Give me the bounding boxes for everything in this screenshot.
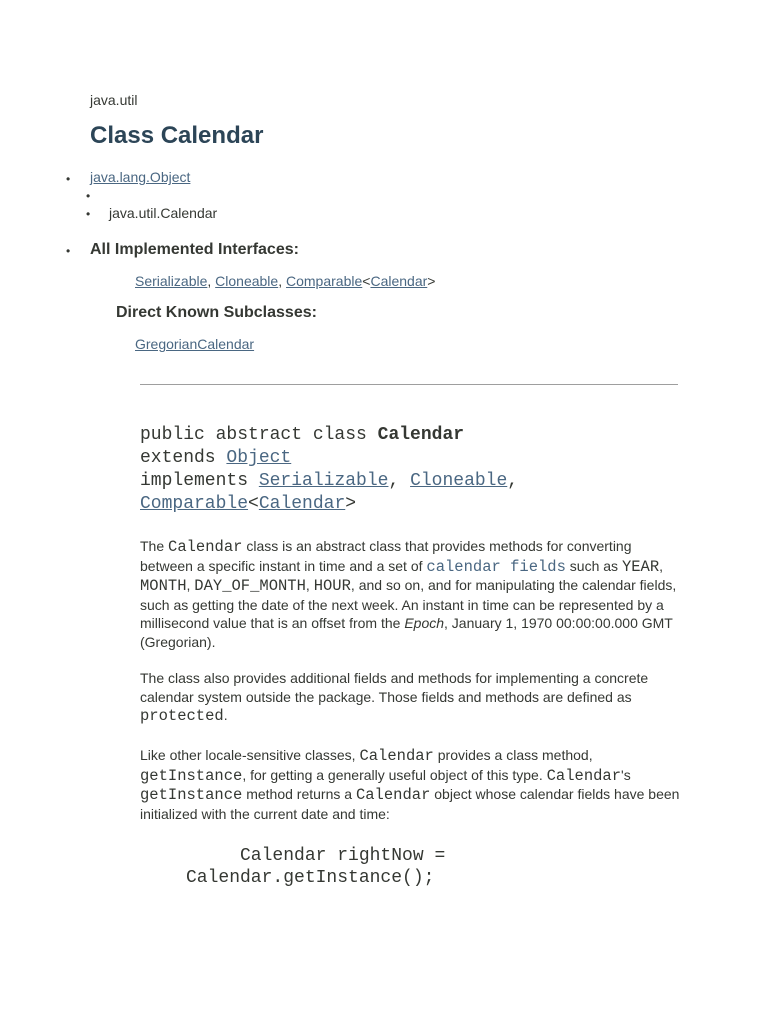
interface-link-serializable[interactable]: Serializable [135, 273, 208, 289]
inheritance-child: java.util.Calendar [109, 205, 218, 221]
bullet-icon: • [86, 207, 91, 221]
bullet-icon: • [66, 244, 71, 258]
subclasses-label: Direct Known Subclasses: [116, 304, 317, 321]
divider [140, 384, 678, 385]
extends-link[interactable]: Object [226, 448, 292, 468]
class-signature: public abstract class Calendar extends Object implements Serializable, Cloneable, Comparable<Calendar> [140, 425, 519, 514]
interfaces-label: All Implemented Interfaces: [90, 241, 299, 258]
page-title: Class Calendar [90, 122, 264, 149]
interfaces-list: Serializable, Cloneable, Comparable<Calendar> [135, 273, 436, 289]
bullet-icon: • [86, 189, 91, 203]
interface-link-comparable[interactable]: Comparable [286, 273, 363, 289]
code-example: Calendar rightNow = Calendar.getInstance(); [186, 846, 446, 888]
calendar-fields-link[interactable]: calendar fields [426, 557, 566, 576]
package-label: java.util [90, 92, 138, 108]
inheritance-parent-link[interactable]: java.lang.Object [90, 169, 191, 185]
description-paragraph-3: Like other locale-sensitive classes, Calendar provides a class method, getInstance, for getting a generally useful object of this type. Calendar's getInstance method returns a Calendar object whose calendar fields have been initialized with the current date and time: [140, 747, 680, 822]
impl-link-calendar[interactable]: Calendar [258, 494, 346, 514]
interface-link-cloneable[interactable]: Cloneable [215, 273, 279, 289]
impl-link-comparable[interactable]: Comparable [140, 494, 249, 514]
subclass-link-gregoriancalendar[interactable]: GregorianCalendar [135, 336, 255, 352]
interface-link-calendar[interactable]: Calendar [370, 273, 428, 289]
description-paragraph-1: The Calendar class is an abstract class that provides methods for converting between a specific instant in time and a set of calendar fields such as YEAR, MONTH, DAY_OF_MONTH, HOUR, and so on, and for manipulating the calendar fields, such as getting the date of the next week. An instant in time can be represented by a millisecond value that is an offset from the Epoch, January 1, 1970 00:00:00.000 GMT (Gregorian). [140, 538, 677, 650]
impl-link-serializable[interactable]: Serializable [258, 471, 389, 491]
description-paragraph-2: The class also provides additional fields and methods for implementing a concrete calendar system outside the package. Those fields and methods are defined as protected. [140, 670, 649, 725]
impl-link-cloneable[interactable]: Cloneable [410, 471, 508, 491]
bullet-icon: • [66, 172, 71, 186]
class-name: Calendar [377, 425, 465, 445]
